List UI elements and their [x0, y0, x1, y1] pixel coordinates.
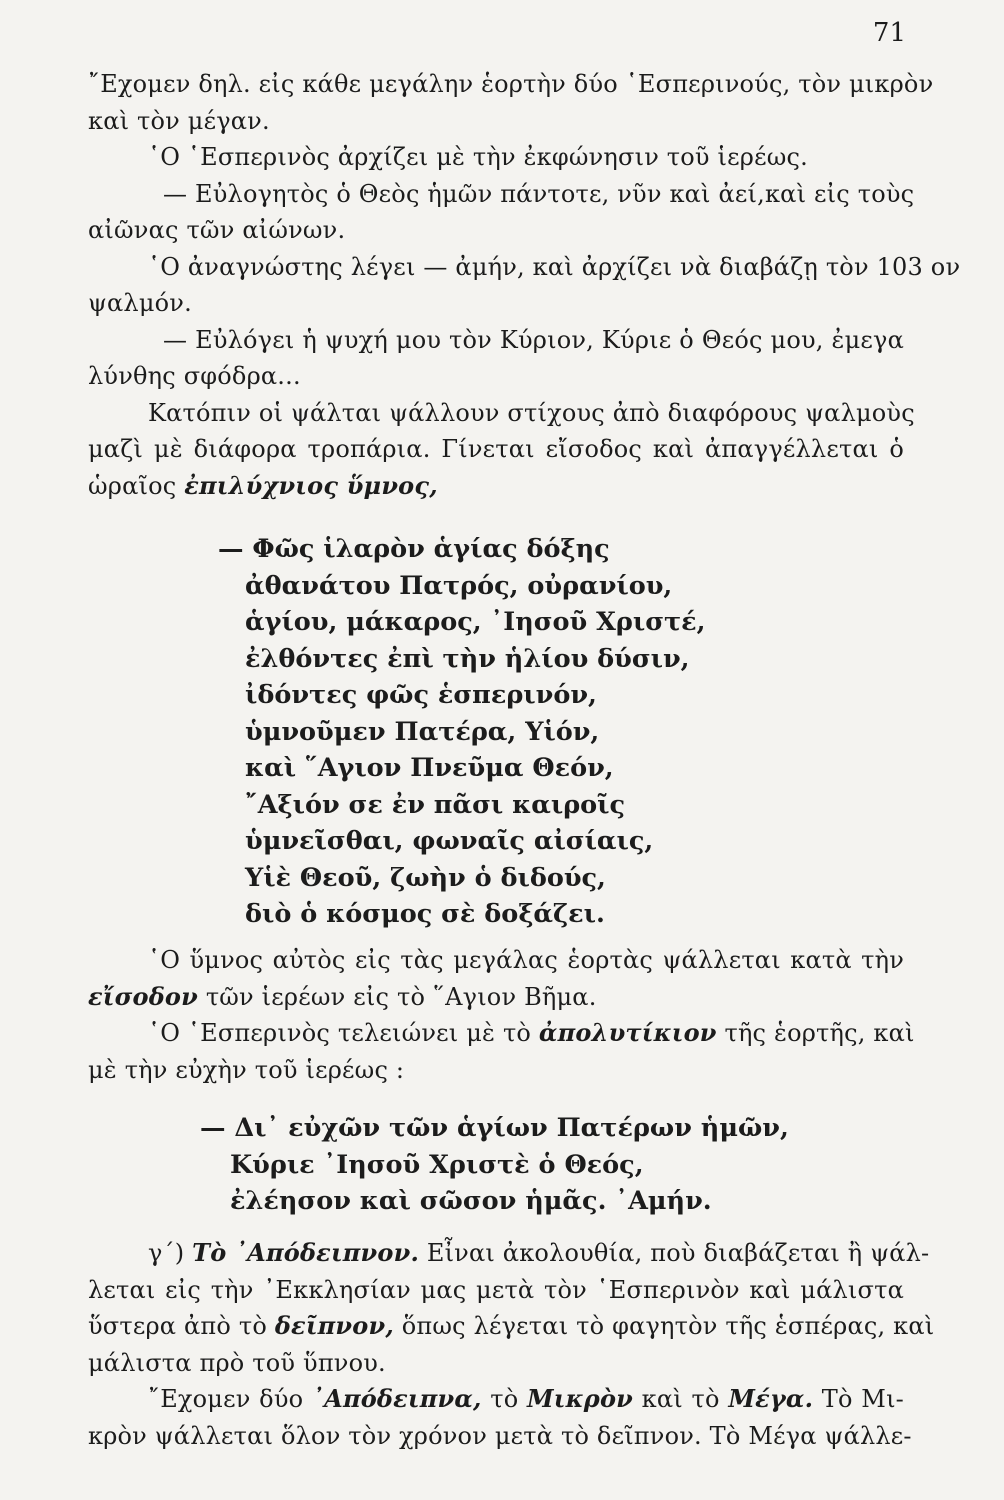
- emphasis: Μικρὸν: [527, 1384, 634, 1413]
- text-line: ψαλμόν.: [88, 289, 192, 317]
- text-span: τῆς ἑορτῆς, καὶ: [716, 1019, 915, 1047]
- mid-paragraphs: [88, 942, 915, 1088]
- text-span: ῾Ο ῾Εσπερινὸς τελειώνει μὲ τὸ: [148, 1019, 539, 1047]
- text-line: μαζὶ μὲ διάφορα τροπάρια. Γίνεται εἴσοδος καὶ ἀπαγγέλλεται ὁ: [88, 435, 904, 463]
- text-line: κρὸν ψάλλεται ὅλον τὸν χρόνον μετὰ τὸ δεῖπνον. Τὸ Μέγα ψάλλε-: [88, 1421, 912, 1450]
- text-line: [88, 979, 904, 1016]
- text-line: ῾Ο ἀναγνώστης λέγει — ἀμήν, καὶ ἀρχίζει νὰ διαβάζῃ τὸν 103 ον: [148, 252, 961, 281]
- text-line: [88, 1015, 915, 1052]
- evening-hymn: [218, 531, 706, 933]
- text-line: λεται εἰς τὴν ᾿Εκκλησίαν μας μετὰ τὸν ῾Εσπερινὸν καὶ μάλιστα: [88, 1275, 904, 1304]
- text-line: ῎Εχομεν δηλ. εἰς κάθε μεγάλην ἑορτὴν δύο ῾Εσπερινούς, τὸν μικρὸν: [88, 70, 934, 98]
- text-span: ὡραῖος: [88, 471, 185, 500]
- hymn-line: ἰδόντες φῶς ἑσπερινόν,: [245, 680, 597, 710]
- page-number: 71: [872, 18, 906, 48]
- text-line: ῾Ο ὕμνος αὐτὸς εἰς τὰς μεγάλας ἑορτὰς ψάλλεται κατὰ τὴν: [148, 946, 904, 974]
- prayer-line: — Δι᾿ εὐχῶν τῶν ἁγίων Πατέρων ἡμῶν,: [200, 1113, 789, 1143]
- text-span: ῎Εχομεν δύο: [148, 1385, 312, 1413]
- emphasis: ἀπολυτίκιον: [538, 1018, 717, 1047]
- text-line: αἰῶνας τῶν αἰώνων.: [88, 216, 346, 244]
- text-span: ὅπως λέγεται τὸ φαγητὸν τῆς ἑσπέρας, καὶ: [393, 1312, 935, 1340]
- text-line: — Εὐλογητὸς ὁ Θεὸς ἡμῶν πάντοτε, νῦν καὶ ἀεί,καὶ εἰς τοὺς: [163, 179, 915, 208]
- text-line: ῾Ο ῾Εσπερινὸς ἀρχίζει μὲ τὴν ἐκφώνησιν τοῦ ἱερέως.: [148, 143, 808, 171]
- text-line: [88, 1308, 935, 1345]
- prayer-line: Κύριε ᾿Ιησοῦ Χριστὲ ὁ Θεός,: [230, 1149, 644, 1180]
- hymn-line: καὶ ῞Αγιον Πνεῦμα Θεόν,: [245, 753, 614, 783]
- text-line: [88, 1381, 904, 1418]
- text-span: τῶν ἱερέων εἰς τὸ ῞Αγιον Βῆμα.: [197, 982, 597, 1011]
- hymn-line: Υἱὲ Θεοῦ, ζωὴν ὁ διδούς,: [245, 862, 606, 893]
- hymn-line: ἐλθόντες ἐπὶ τὴν ἡλίου δύσιν,: [245, 643, 690, 674]
- text-span: γ΄): [148, 1239, 193, 1267]
- hymn-line: ἁγίου, μάκαρος, ᾿Ιησοῦ Χριστέ,: [245, 607, 706, 637]
- text-span: ὕστερα ἀπὸ τὸ: [88, 1312, 275, 1340]
- text-line: λύνθης σφόδρα...: [88, 362, 301, 390]
- text-span: Εἶναι ἀκολουθία, ποὺ διαβάζεται ἢ ψάλ-: [419, 1239, 930, 1267]
- hymn-line: ῎Αξιόν σε ἐν πᾶσι καιροῖς: [245, 789, 626, 820]
- hymn-line: — Φῶς ἱλαρὸν ἁγίας δόξης: [218, 534, 610, 564]
- hymn-line: ὑμνεῖσθαι, φωναῖς αἰσίαις,: [245, 826, 654, 856]
- apodeipnon-paragraphs: [88, 1235, 935, 1454]
- prayer-line: ἐλέησον καὶ σῶσον ἡμᾶς. ᾿Αμήν.: [230, 1186, 712, 1216]
- emphasis: δεῖπνον,: [274, 1311, 394, 1340]
- emphasis: Μέγα.: [728, 1384, 814, 1413]
- text-line: καὶ τὸν μέγαν.: [88, 106, 270, 135]
- hymn-line: διὸ ὁ κόσμος σὲ δοξάζει.: [245, 899, 605, 929]
- text-line: Κατόπιν οἱ ψάλται ψάλλουν στίχους ἀπὸ διαφόρους ψαλμοὺς: [148, 398, 915, 427]
- intro-paragraphs: [88, 66, 961, 504]
- hymn-line: ὑμνοῦμεν Πατέρα, Υἱόν,: [245, 716, 600, 747]
- text-line: [88, 468, 904, 505]
- emphasis: ᾿Απόδειπνα,: [311, 1384, 482, 1413]
- hymn-line: ἀθανάτου Πατρός, οὐρανίου,: [245, 570, 673, 601]
- hymn-name: ἐπιλύχνιος ὕμνος,: [184, 470, 438, 500]
- text-span: καὶ τὸ: [633, 1385, 729, 1413]
- emphasis: εἴσοδον: [88, 981, 198, 1011]
- section-heading: Τὸ ᾿Απόδειπνον.: [192, 1238, 420, 1267]
- text-span: Τὸ Μι-: [813, 1385, 904, 1413]
- text-line: μὲ τὴν εὐχὴν τοῦ ἱερέως :: [88, 1055, 405, 1084]
- text-span: τὸ: [481, 1385, 528, 1413]
- text-line: μάλιστα πρὸ τοῦ ὕπνου.: [88, 1348, 386, 1377]
- text-line: [88, 1235, 930, 1272]
- dismissal-prayer: [200, 1110, 789, 1220]
- text-line: — Εὐλόγει ἡ ψυχή μου τὸν Κύριον, Κύριε ὁ Θεός μου, ἐμεγα: [163, 325, 904, 354]
